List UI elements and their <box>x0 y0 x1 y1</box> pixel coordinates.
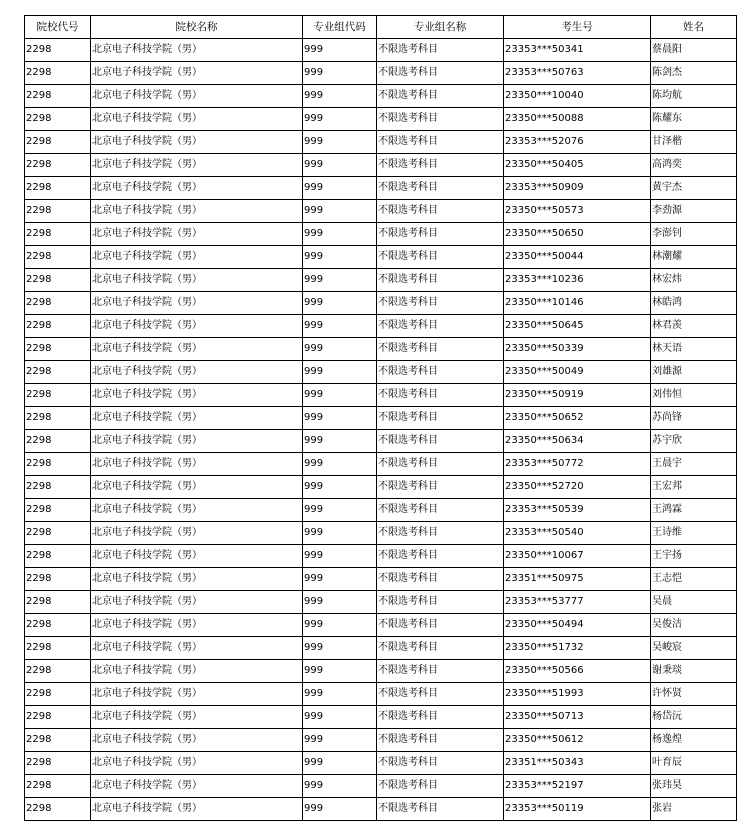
candidate-id-cell: 23350***50634 <box>504 430 651 453</box>
group-code-cell: 999 <box>303 338 377 361</box>
school-name-cell: 北京电子科技学院（男） <box>91 798 303 821</box>
school-code-cell: 2298 <box>25 545 91 568</box>
candidate-id-cell: 23350***50645 <box>504 315 651 338</box>
group-name-cell: 不限选考科目 <box>377 407 504 430</box>
group-code-cell: 999 <box>303 292 377 315</box>
table-row <box>25 269 737 292</box>
table-row <box>25 660 737 683</box>
school-code-cell: 2298 <box>25 453 91 476</box>
group-code-cell: 999 <box>303 591 377 614</box>
group-name-cell: 不限选考科目 <box>377 522 504 545</box>
group-name-cell: 不限选考科目 <box>377 499 504 522</box>
school-name-cell: 北京电子科技学院（男） <box>91 476 303 499</box>
student-name-cell: 张玮昊 <box>651 775 737 798</box>
candidate-id-cell: 23353***50772 <box>504 453 651 476</box>
student-name-cell: 苏尚锋 <box>651 407 737 430</box>
student-name-cell: 黄宇杰 <box>651 177 737 200</box>
student-name-cell: 许怀贤 <box>651 683 737 706</box>
student-name-cell: 陈耀东 <box>651 108 737 131</box>
school-name-cell: 北京电子科技学院（男） <box>91 108 303 131</box>
school-code-cell: 2298 <box>25 775 91 798</box>
table-row <box>25 775 737 798</box>
group-code-cell: 999 <box>303 315 377 338</box>
group-code-cell: 999 <box>303 499 377 522</box>
group-code-cell: 999 <box>303 683 377 706</box>
table-row <box>25 292 737 315</box>
school-code-cell: 2298 <box>25 522 91 545</box>
table-row <box>25 131 737 154</box>
school-code-cell: 2298 <box>25 131 91 154</box>
school-name-cell: 北京电子科技学院（男） <box>91 683 303 706</box>
school-code-cell: 2298 <box>25 39 91 62</box>
table-row <box>25 85 737 108</box>
group-code-cell: 999 <box>303 361 377 384</box>
school-name-cell: 北京电子科技学院（男） <box>91 62 303 85</box>
student-name-cell: 王宇扬 <box>651 545 737 568</box>
candidate-id-cell: 23351***50975 <box>504 568 651 591</box>
table-row <box>25 476 737 499</box>
group-code-cell: 999 <box>303 85 377 108</box>
school-name-cell: 北京电子科技学院（男） <box>91 200 303 223</box>
student-name-cell: 甘泽楷 <box>651 131 737 154</box>
school-name-cell: 北京电子科技学院（男） <box>91 614 303 637</box>
candidate-id-cell: 23353***52076 <box>504 131 651 154</box>
student-name-cell: 林皓鸿 <box>651 292 737 315</box>
table-row <box>25 453 737 476</box>
group-name-cell: 不限选考科目 <box>377 85 504 108</box>
table-row <box>25 637 737 660</box>
student-name-cell: 陈均航 <box>651 85 737 108</box>
candidate-id-cell: 23350***50566 <box>504 660 651 683</box>
school-name-cell: 北京电子科技学院（男） <box>91 637 303 660</box>
candidate-id-cell: 23353***50763 <box>504 62 651 85</box>
group-name-cell: 不限选考科目 <box>377 775 504 798</box>
school-name-cell: 北京电子科技学院（男） <box>91 752 303 775</box>
school-name-cell: 北京电子科技学院（男） <box>91 660 303 683</box>
student-name-cell: 杨逸煌 <box>651 729 737 752</box>
group-name-cell: 不限选考科目 <box>377 683 504 706</box>
school-code-cell: 2298 <box>25 568 91 591</box>
admission-table-sheet <box>24 15 737 821</box>
candidate-id-cell: 23353***10236 <box>504 269 651 292</box>
group-code-cell: 999 <box>303 223 377 246</box>
group-code-cell: 999 <box>303 775 377 798</box>
group-code-cell: 999 <box>303 545 377 568</box>
school-name-cell: 北京电子科技学院（男） <box>91 545 303 568</box>
group-name-cell: 不限选考科目 <box>377 361 504 384</box>
group-code-cell: 999 <box>303 384 377 407</box>
student-name-cell: 林天语 <box>651 338 737 361</box>
student-name-cell: 陈剑杰 <box>651 62 737 85</box>
group-name-cell: 不限选考科目 <box>377 39 504 62</box>
student-name-cell: 蔡晨阳 <box>651 39 737 62</box>
school-code-cell: 2298 <box>25 752 91 775</box>
table-body <box>25 39 737 821</box>
school-name-cell: 北京电子科技学院（男） <box>91 177 303 200</box>
group-name-cell: 不限选考科目 <box>377 591 504 614</box>
admission-table <box>24 15 737 821</box>
school-name-cell: 北京电子科技学院（男） <box>91 154 303 177</box>
school-code-cell: 2298 <box>25 729 91 752</box>
group-code-cell: 999 <box>303 39 377 62</box>
header-group-code: 专业组代码 <box>303 16 377 39</box>
table-row <box>25 568 737 591</box>
table-row <box>25 361 737 384</box>
student-name-cell: 谢秉琰 <box>651 660 737 683</box>
group-name-cell: 不限选考科目 <box>377 430 504 453</box>
student-name-cell: 王鸿霖 <box>651 499 737 522</box>
table-row <box>25 522 737 545</box>
group-name-cell: 不限选考科目 <box>377 752 504 775</box>
school-name-cell: 北京电子科技学院（男） <box>91 522 303 545</box>
school-name-cell: 北京电子科技学院（男） <box>91 384 303 407</box>
school-code-cell: 2298 <box>25 154 91 177</box>
candidate-id-cell: 23353***50539 <box>504 499 651 522</box>
header-group-name: 专业组名称 <box>377 16 504 39</box>
school-name-cell: 北京电子科技学院（男） <box>91 453 303 476</box>
candidate-id-cell: 23350***52720 <box>504 476 651 499</box>
school-code-cell: 2298 <box>25 798 91 821</box>
student-name-cell: 刘伟恒 <box>651 384 737 407</box>
group-code-cell: 999 <box>303 246 377 269</box>
group-name-cell: 不限选考科目 <box>377 476 504 499</box>
group-name-cell: 不限选考科目 <box>377 729 504 752</box>
school-name-cell: 北京电子科技学院（男） <box>91 706 303 729</box>
school-code-cell: 2298 <box>25 499 91 522</box>
student-name-cell: 王晨宇 <box>651 453 737 476</box>
candidate-id-cell: 23353***50119 <box>504 798 651 821</box>
group-code-cell: 999 <box>303 154 377 177</box>
school-name-cell: 北京电子科技学院（男） <box>91 269 303 292</box>
group-code-cell: 999 <box>303 200 377 223</box>
student-name-cell: 高鸿奕 <box>651 154 737 177</box>
student-name-cell: 吴晨 <box>651 591 737 614</box>
group-code-cell: 999 <box>303 177 377 200</box>
group-name-cell: 不限选考科目 <box>377 223 504 246</box>
student-name-cell: 林君羡 <box>651 315 737 338</box>
candidate-id-cell: 23350***50652 <box>504 407 651 430</box>
group-code-cell: 999 <box>303 614 377 637</box>
student-name-cell: 苏宇欣 <box>651 430 737 453</box>
table-row <box>25 430 737 453</box>
group-code-cell: 999 <box>303 752 377 775</box>
group-name-cell: 不限选考科目 <box>377 384 504 407</box>
student-name-cell: 李澎钊 <box>651 223 737 246</box>
table-row <box>25 545 737 568</box>
group-code-cell: 999 <box>303 62 377 85</box>
group-code-cell: 999 <box>303 131 377 154</box>
school-name-cell: 北京电子科技学院（男） <box>91 315 303 338</box>
group-code-cell: 999 <box>303 637 377 660</box>
group-name-cell: 不限选考科目 <box>377 246 504 269</box>
school-code-cell: 2298 <box>25 683 91 706</box>
group-name-cell: 不限选考科目 <box>377 545 504 568</box>
candidate-id-cell: 23350***51993 <box>504 683 651 706</box>
group-name-cell: 不限选考科目 <box>377 269 504 292</box>
table-row <box>25 614 737 637</box>
group-name-cell: 不限选考科目 <box>377 660 504 683</box>
school-code-cell: 2298 <box>25 223 91 246</box>
school-code-cell: 2298 <box>25 407 91 430</box>
table-row <box>25 729 737 752</box>
candidate-id-cell: 23350***50049 <box>504 361 651 384</box>
candidate-id-cell: 23353***53777 <box>504 591 651 614</box>
candidate-id-cell: 23350***50339 <box>504 338 651 361</box>
candidate-id-cell: 23350***10146 <box>504 292 651 315</box>
group-code-cell: 999 <box>303 476 377 499</box>
table-row <box>25 338 737 361</box>
candidate-id-cell: 23350***50612 <box>504 729 651 752</box>
group-name-cell: 不限选考科目 <box>377 338 504 361</box>
school-code-cell: 2298 <box>25 315 91 338</box>
student-name-cell: 王志恺 <box>651 568 737 591</box>
school-code-cell: 2298 <box>25 361 91 384</box>
candidate-id-cell: 23353***50909 <box>504 177 651 200</box>
school-name-cell: 北京电子科技学院（男） <box>91 292 303 315</box>
school-code-cell: 2298 <box>25 660 91 683</box>
school-code-cell: 2298 <box>25 292 91 315</box>
group-code-cell: 999 <box>303 269 377 292</box>
student-name-cell: 吴峻宸 <box>651 637 737 660</box>
group-name-cell: 不限选考科目 <box>377 798 504 821</box>
candidate-id-cell: 23350***50919 <box>504 384 651 407</box>
group-code-cell: 999 <box>303 568 377 591</box>
table-row <box>25 315 737 338</box>
group-code-cell: 999 <box>303 407 377 430</box>
school-code-cell: 2298 <box>25 269 91 292</box>
student-name-cell: 林潮耀 <box>651 246 737 269</box>
student-name-cell: 张岩 <box>651 798 737 821</box>
group-code-cell: 999 <box>303 430 377 453</box>
group-code-cell: 999 <box>303 660 377 683</box>
group-name-cell: 不限选考科目 <box>377 315 504 338</box>
table-row <box>25 154 737 177</box>
school-code-cell: 2298 <box>25 706 91 729</box>
candidate-id-cell: 23350***50405 <box>504 154 651 177</box>
group-code-cell: 999 <box>303 798 377 821</box>
school-name-cell: 北京电子科技学院（男） <box>91 407 303 430</box>
table-row <box>25 108 737 131</box>
school-name-cell: 北京电子科技学院（男） <box>91 338 303 361</box>
group-code-cell: 999 <box>303 108 377 131</box>
table-row <box>25 499 737 522</box>
school-name-cell: 北京电子科技学院（男） <box>91 131 303 154</box>
school-name-cell: 北京电子科技学院（男） <box>91 499 303 522</box>
group-name-cell: 不限选考科目 <box>377 200 504 223</box>
school-name-cell: 北京电子科技学院（男） <box>91 246 303 269</box>
table-row <box>25 384 737 407</box>
group-name-cell: 不限选考科目 <box>377 108 504 131</box>
candidate-id-cell: 23350***50573 <box>504 200 651 223</box>
group-name-cell: 不限选考科目 <box>377 453 504 476</box>
student-name-cell: 刘雄源 <box>651 361 737 384</box>
header-student-name: 姓名 <box>651 16 737 39</box>
school-code-cell: 2298 <box>25 108 91 131</box>
header-school-code: 院校代号 <box>25 16 91 39</box>
table-row <box>25 706 737 729</box>
table-row <box>25 683 737 706</box>
school-code-cell: 2298 <box>25 62 91 85</box>
student-name-cell: 王诗维 <box>651 522 737 545</box>
group-code-cell: 999 <box>303 522 377 545</box>
school-name-cell: 北京电子科技学院（男） <box>91 568 303 591</box>
table-row <box>25 200 737 223</box>
candidate-id-cell: 23350***10040 <box>504 85 651 108</box>
school-code-cell: 2298 <box>25 85 91 108</box>
table-row <box>25 39 737 62</box>
group-name-cell: 不限选考科目 <box>377 292 504 315</box>
candidate-id-cell: 23350***50044 <box>504 246 651 269</box>
school-code-cell: 2298 <box>25 177 91 200</box>
school-code-cell: 2298 <box>25 476 91 499</box>
candidate-id-cell: 23350***50088 <box>504 108 651 131</box>
table-row <box>25 752 737 775</box>
school-code-cell: 2298 <box>25 591 91 614</box>
candidate-id-cell: 23350***50650 <box>504 223 651 246</box>
group-code-cell: 999 <box>303 706 377 729</box>
school-code-cell: 2298 <box>25 200 91 223</box>
header-school-name: 院校名称 <box>91 16 303 39</box>
candidate-id-cell: 23350***51732 <box>504 637 651 660</box>
table-row <box>25 62 737 85</box>
school-name-cell: 北京电子科技学院（男） <box>91 39 303 62</box>
school-name-cell: 北京电子科技学院（男） <box>91 223 303 246</box>
candidate-id-cell: 23353***50341 <box>504 39 651 62</box>
candidate-id-cell: 23353***52197 <box>504 775 651 798</box>
table-row <box>25 223 737 246</box>
school-code-cell: 2298 <box>25 246 91 269</box>
group-name-cell: 不限选考科目 <box>377 131 504 154</box>
student-name-cell: 杨岱沅 <box>651 706 737 729</box>
school-code-cell: 2298 <box>25 384 91 407</box>
school-name-cell: 北京电子科技学院（男） <box>91 361 303 384</box>
table-row <box>25 177 737 200</box>
table-header-row <box>25 16 737 39</box>
school-code-cell: 2298 <box>25 430 91 453</box>
group-name-cell: 不限选考科目 <box>377 706 504 729</box>
group-name-cell: 不限选考科目 <box>377 154 504 177</box>
student-name-cell: 叶育辰 <box>651 752 737 775</box>
table-row <box>25 246 737 269</box>
group-name-cell: 不限选考科目 <box>377 637 504 660</box>
school-name-cell: 北京电子科技学院（男） <box>91 591 303 614</box>
candidate-id-cell: 23353***50540 <box>504 522 651 545</box>
student-name-cell: 吴俊洁 <box>651 614 737 637</box>
school-name-cell: 北京电子科技学院（男） <box>91 729 303 752</box>
group-name-cell: 不限选考科目 <box>377 568 504 591</box>
header-candidate-id: 考生号 <box>504 16 651 39</box>
school-code-cell: 2298 <box>25 614 91 637</box>
table-row <box>25 798 737 821</box>
school-name-cell: 北京电子科技学院（男） <box>91 775 303 798</box>
school-name-cell: 北京电子科技学院（男） <box>91 85 303 108</box>
candidate-id-cell: 23351***50343 <box>504 752 651 775</box>
group-name-cell: 不限选考科目 <box>377 614 504 637</box>
school-code-cell: 2298 <box>25 338 91 361</box>
group-name-cell: 不限选考科目 <box>377 62 504 85</box>
group-name-cell: 不限选考科目 <box>377 177 504 200</box>
student-name-cell: 林宏炜 <box>651 269 737 292</box>
candidate-id-cell: 23350***10067 <box>504 545 651 568</box>
group-code-cell: 999 <box>303 729 377 752</box>
table-row <box>25 591 737 614</box>
student-name-cell: 李劲源 <box>651 200 737 223</box>
candidate-id-cell: 23350***50494 <box>504 614 651 637</box>
school-code-cell: 2298 <box>25 637 91 660</box>
student-name-cell: 王宏邦 <box>651 476 737 499</box>
candidate-id-cell: 23350***50713 <box>504 706 651 729</box>
school-name-cell: 北京电子科技学院（男） <box>91 430 303 453</box>
group-code-cell: 999 <box>303 453 377 476</box>
table-row <box>25 407 737 430</box>
